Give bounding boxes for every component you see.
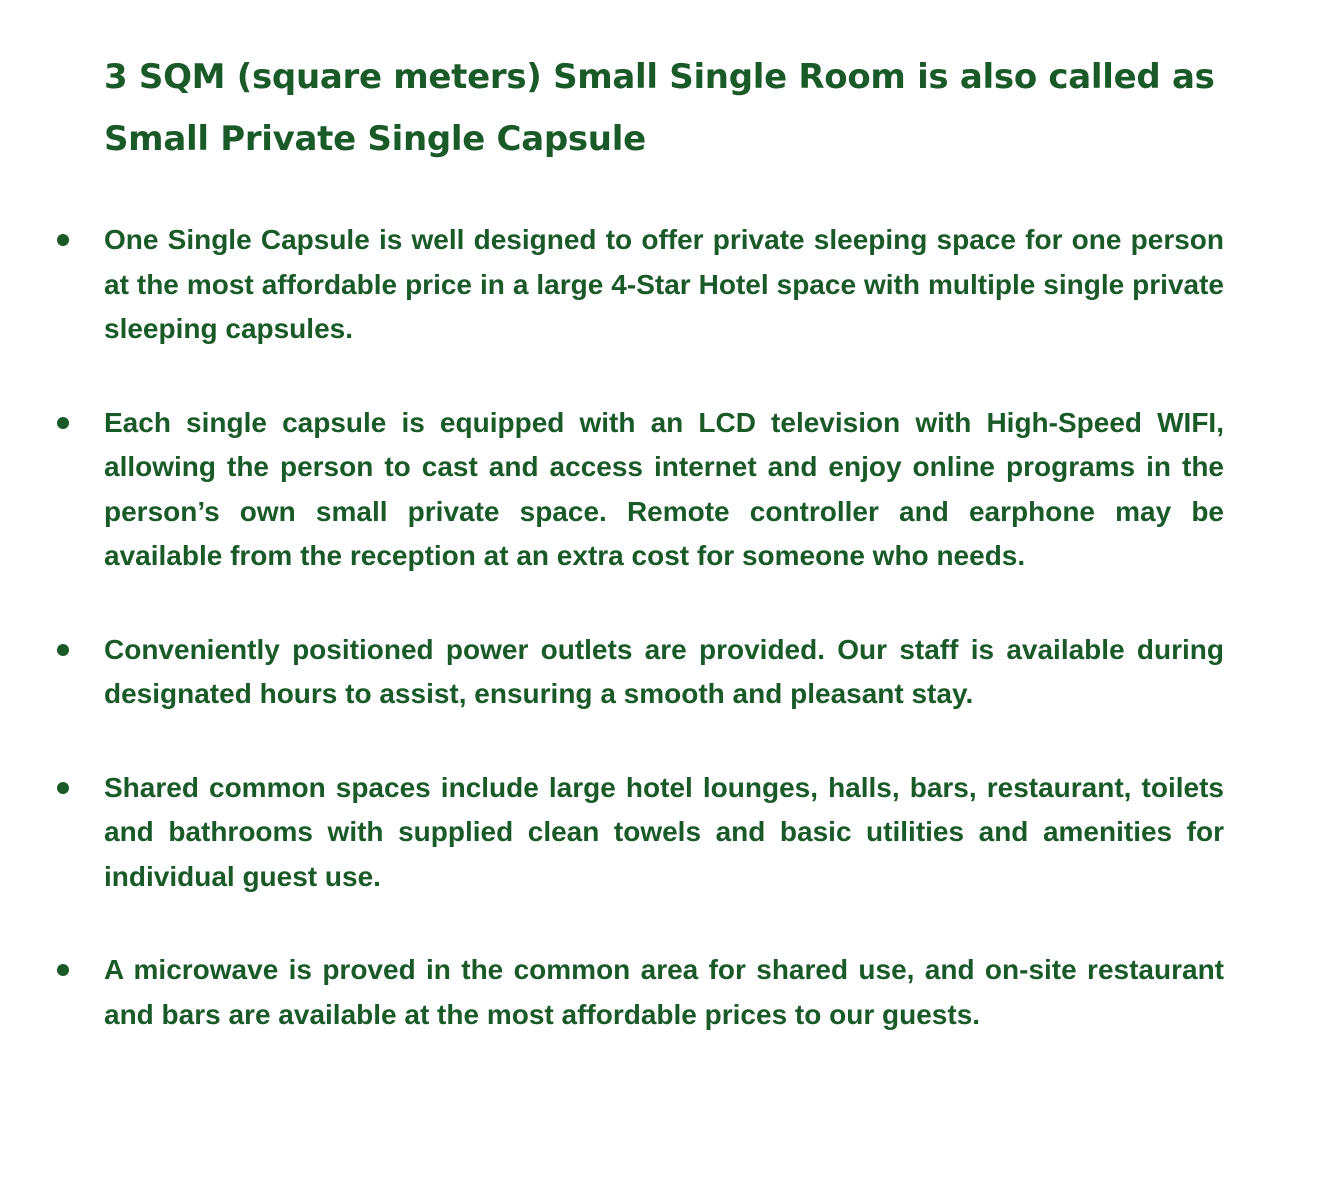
list-item-text: Shared common spaces include large hotel lounges, halls, bars, restaurant, toilets and bathrooms with supplied clean towels and basic utilities and amenities for individual guest use. bbox=[104, 771, 1224, 892]
bullet-icon bbox=[57, 782, 69, 794]
list-item bbox=[0, 401, 1338, 579]
list-item-text: A microwave is proved in the common area for shared use, and on-site restaurant and bars are available at the most affordable prices to our guests. bbox=[104, 954, 1224, 1030]
list-item bbox=[0, 628, 1338, 717]
feature-list bbox=[0, 218, 1338, 1086]
list-item-text: Conveniently positioned power outlets are provided. Our staff is available during designated hours to assist, ensuring a smooth and pleasant stay. bbox=[104, 633, 1224, 709]
list-item-text: Each single capsule is equipped with an LCD television with High-Speed WIFI, allowing the person to cast and access internet and enjoy online programs in the person’s own small private space. Remote controller and earphone may be available from the reception at an extra cost for someone who needs. bbox=[104, 406, 1224, 571]
bullet-icon bbox=[57, 234, 69, 246]
list-item bbox=[0, 766, 1338, 900]
list-item-text: One Single Capsule is well designed to offer private sleeping space for one person at the most affordable price in a large 4-Star Hotel space with multiple single private sleeping capsules. bbox=[104, 224, 1224, 344]
bullet-icon bbox=[57, 644, 69, 656]
bullet-icon bbox=[57, 417, 69, 429]
list-item bbox=[0, 218, 1338, 352]
bullet-icon bbox=[57, 964, 69, 976]
page-title: 3 SQM (square meters) Small Single Room is also called as Small Private Single Capsule bbox=[104, 57, 1215, 159]
list-item bbox=[0, 948, 1338, 1037]
